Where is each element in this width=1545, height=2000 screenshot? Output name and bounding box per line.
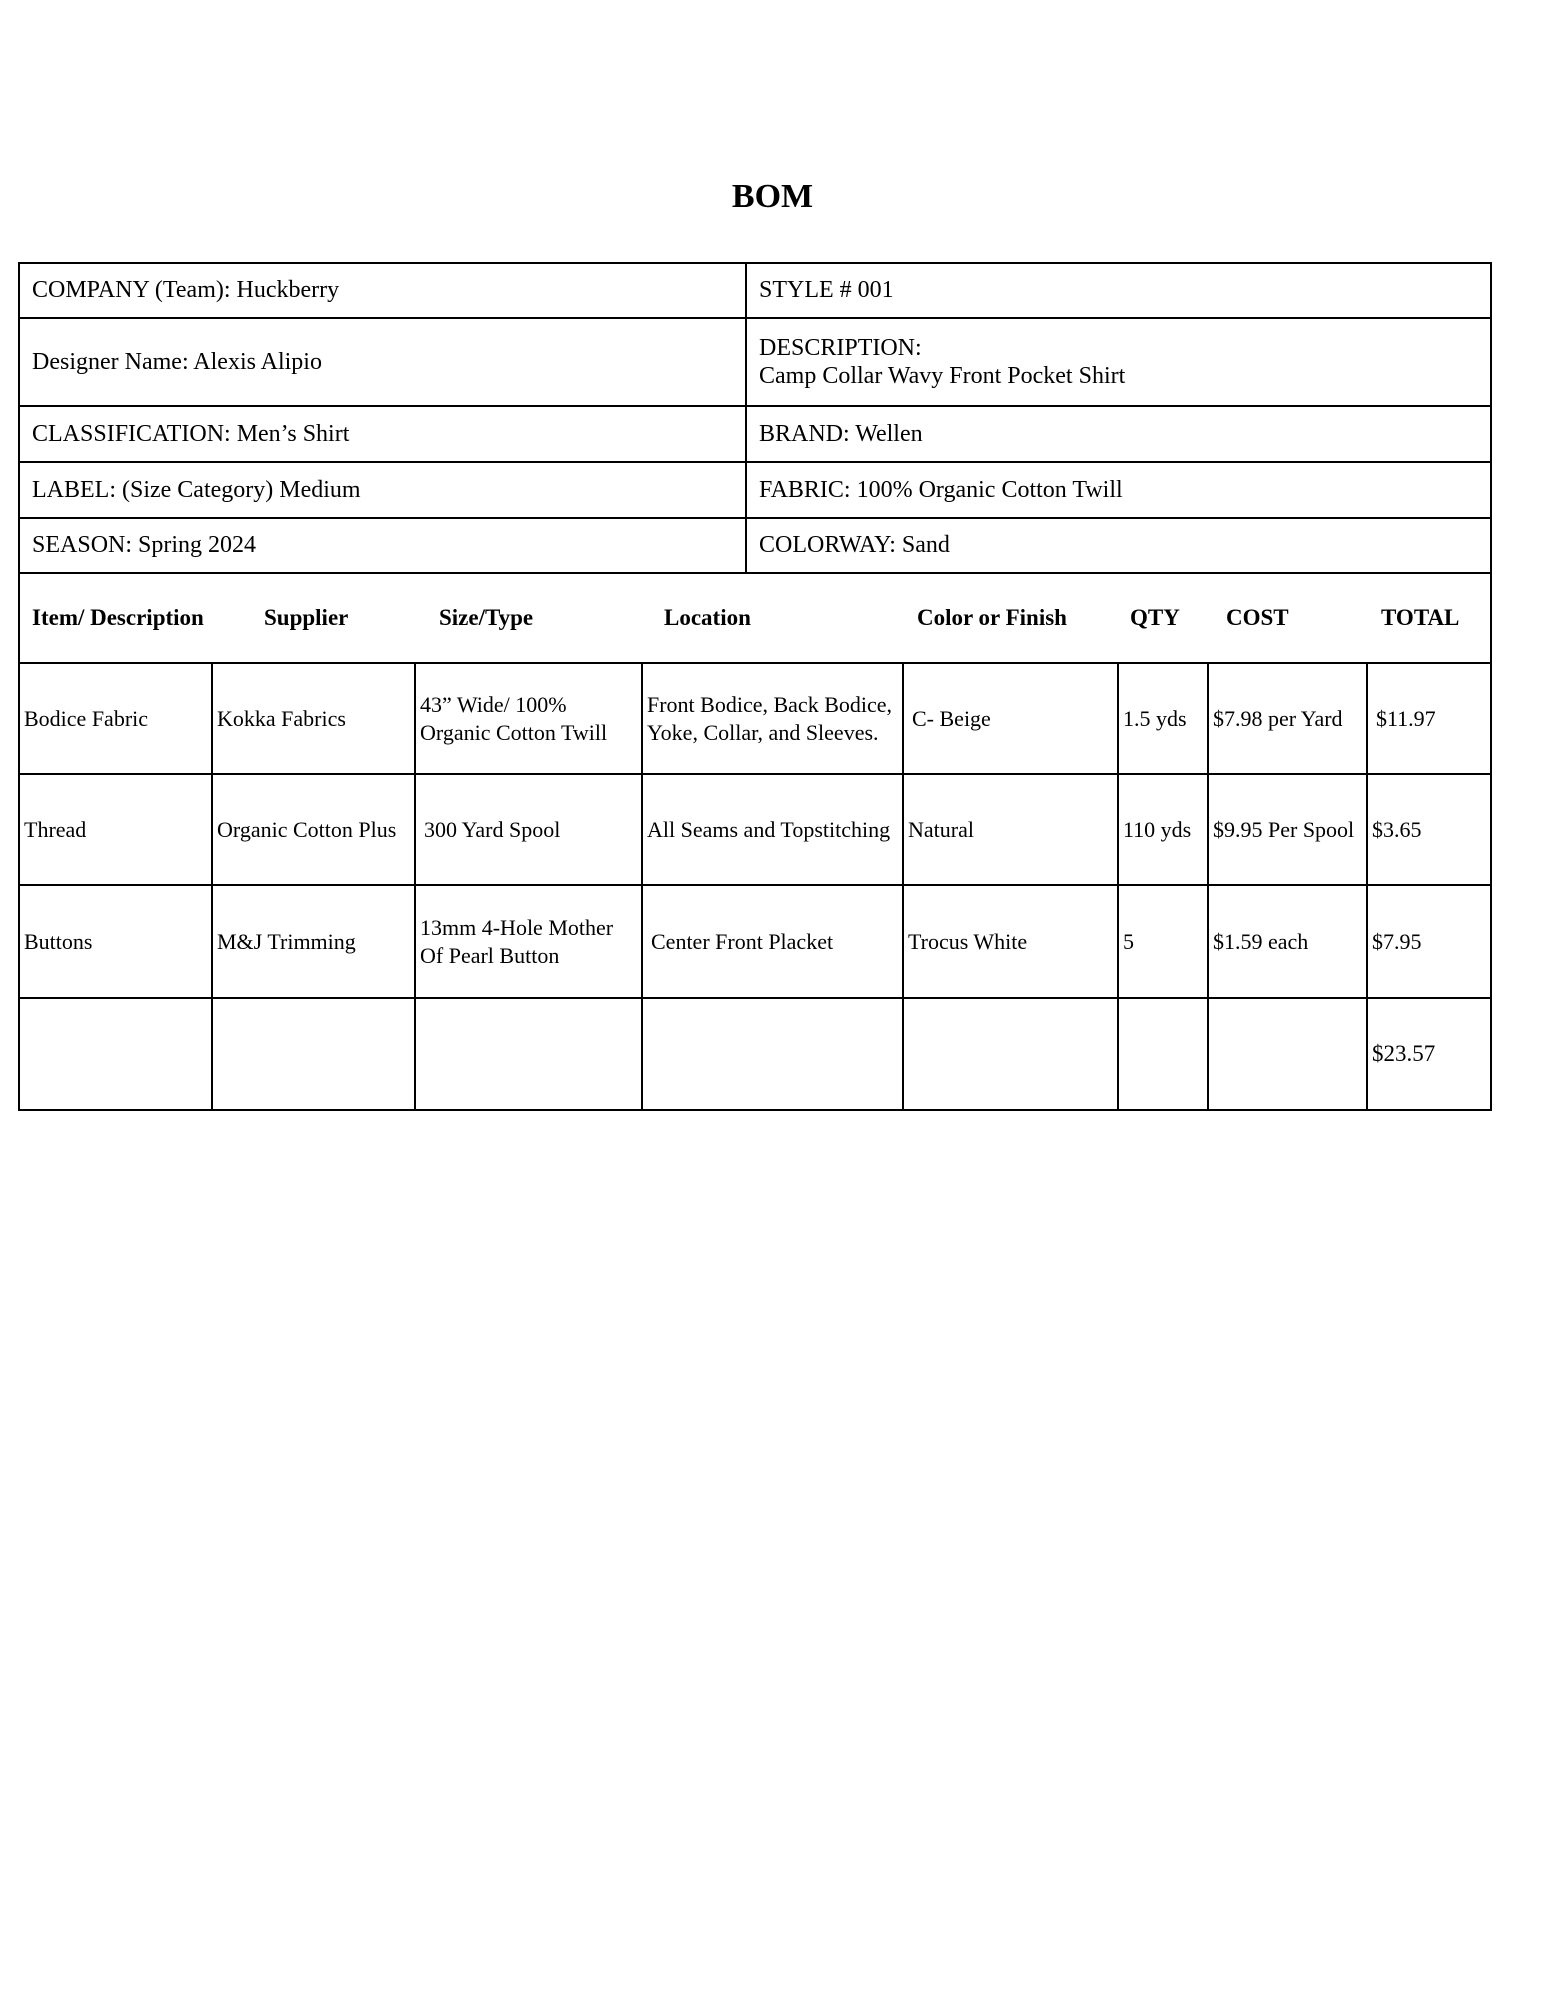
cell-location: Center Front Placket: [642, 885, 903, 998]
cell-color: C- Beige: [903, 663, 1118, 774]
cell-total: $7.95: [1367, 885, 1491, 998]
cell-cost: $7.98 per Yard: [1208, 663, 1367, 774]
table-row: [19, 885, 1491, 998]
column-header-size-type: Size/Type: [415, 573, 642, 663]
style-field: STYLE # 001: [746, 263, 1491, 318]
label-field: LABEL: (Size Category) Medium: [19, 462, 746, 518]
cell-supplier: M&J Trimming: [212, 885, 415, 998]
table-row: [19, 663, 1491, 774]
table-header-row: [19, 573, 1491, 663]
description-label: DESCRIPTION:: [759, 334, 922, 361]
column-header-item: Item/ Description: [19, 573, 212, 663]
grand-total-row: [19, 998, 1491, 1110]
brand-field: BRAND: Wellen: [746, 406, 1491, 462]
cell-location: Front Bodice, Back Bodice, Yoke, Collar, and Sleeves.: [642, 663, 903, 774]
cell-size-type: 43” Wide/ 100% Organic Cotton Twill: [415, 663, 642, 774]
header-info-table: [18, 262, 1492, 574]
cell-location: All Seams and Topstitching: [642, 774, 903, 885]
page-title: BOM: [731, 178, 814, 215]
cell-supplier: Kokka Fabrics: [212, 663, 415, 774]
cell-cost: $9.95 Per Spool: [1208, 774, 1367, 885]
empty-cell: [1208, 998, 1367, 1110]
cell-item: Bodice Fabric: [19, 663, 212, 774]
description-field: [746, 318, 1491, 406]
cell-total: $11.97: [1367, 663, 1491, 774]
empty-cell: [1118, 998, 1208, 1110]
column-header-supplier: Supplier: [212, 573, 415, 663]
column-header-cost: COST: [1208, 573, 1367, 663]
cell-size-type: 13mm 4-Hole Mother Of Pearl Button: [415, 885, 642, 998]
empty-cell: [19, 998, 212, 1110]
empty-cell: [212, 998, 415, 1110]
cell-supplier: Organic Cotton Plus: [212, 774, 415, 885]
cell-qty: 5: [1118, 885, 1208, 998]
empty-cell: [903, 998, 1118, 1110]
cell-cost: $1.59 each: [1208, 885, 1367, 998]
designer-field: Designer Name: Alexis Alipio: [19, 318, 746, 406]
column-header-color: Color or Finish: [903, 573, 1118, 663]
cell-item: Buttons: [19, 885, 212, 998]
grand-total-value: $23.57: [1367, 998, 1491, 1110]
bom-table: [18, 572, 1492, 1111]
column-header-qty: QTY: [1118, 573, 1208, 663]
description-value: Camp Collar Wavy Front Pocket Shirt: [759, 363, 1126, 389]
company-field: COMPANY (Team): Huckberry: [19, 263, 746, 318]
cell-qty: 110 yds: [1118, 774, 1208, 885]
cell-item: Thread: [19, 774, 212, 885]
table-row: [19, 774, 1491, 885]
cell-color: Natural: [903, 774, 1118, 885]
empty-cell: [415, 998, 642, 1110]
cell-qty: 1.5 yds: [1118, 663, 1208, 774]
fabric-field: FABRIC: 100% Organic Cotton Twill: [746, 462, 1491, 518]
cell-size-type: 300 Yard Spool: [415, 774, 642, 885]
colorway-field: COLORWAY: Sand: [746, 518, 1491, 573]
season-field: SEASON: Spring 2024: [19, 518, 746, 573]
cell-total: $3.65: [1367, 774, 1491, 885]
cell-color: Trocus White: [903, 885, 1118, 998]
column-header-total: TOTAL: [1367, 573, 1491, 663]
column-header-location: Location: [642, 573, 903, 663]
empty-cell: [642, 998, 903, 1110]
classification-field: CLASSIFICATION: Men’s Shirt: [19, 406, 746, 462]
